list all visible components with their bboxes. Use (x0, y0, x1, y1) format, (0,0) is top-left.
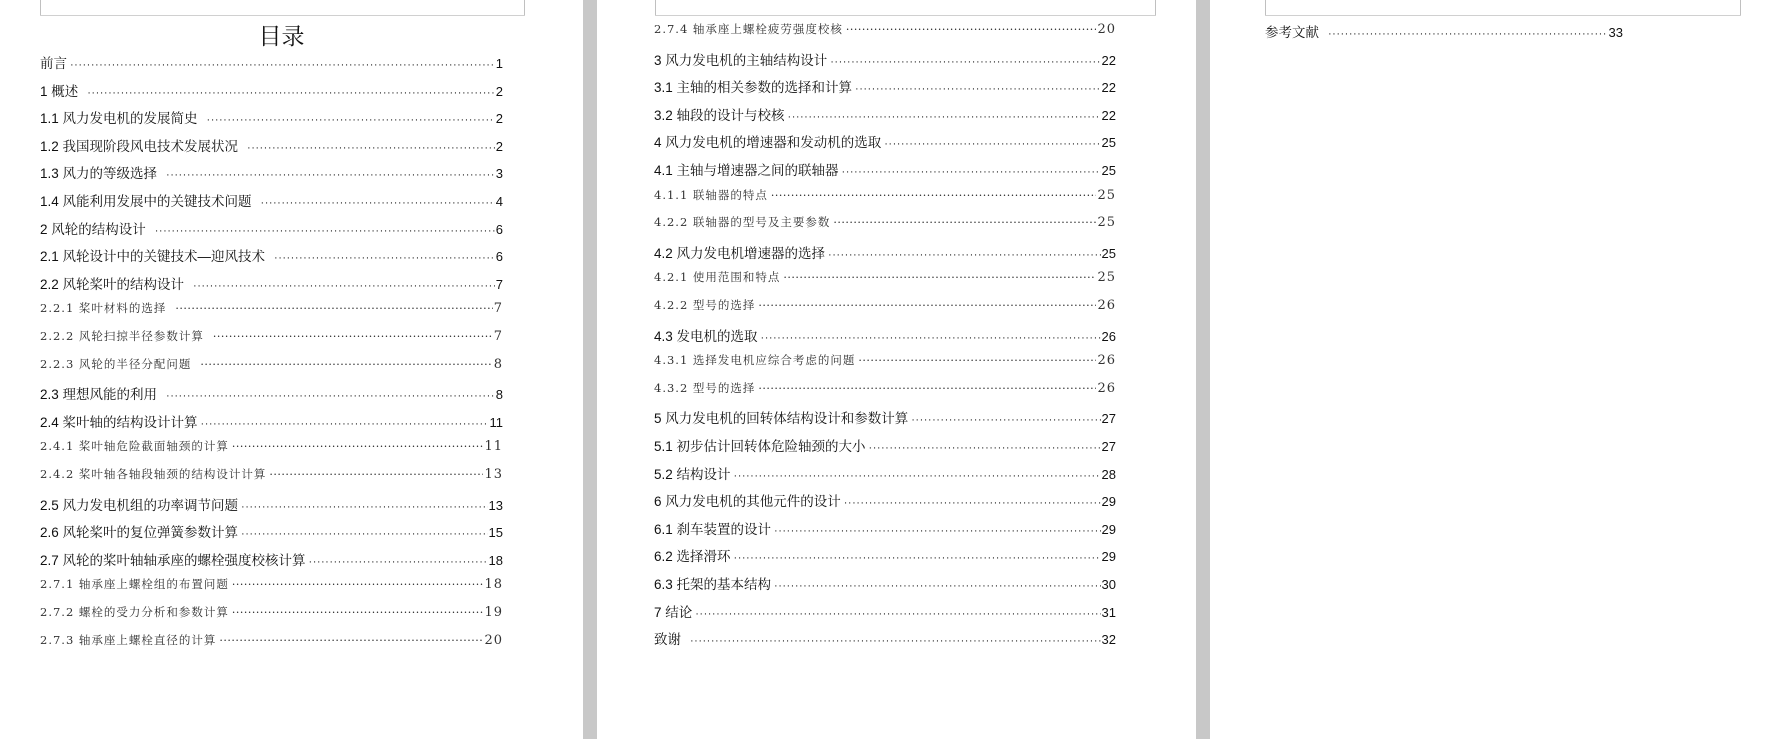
toc-entry[interactable] (40, 190, 503, 212)
toc-entry[interactable] (654, 214, 1116, 236)
toc-leader-dots (783, 271, 1096, 284)
toc-entry-page-number: 11 (489, 414, 503, 430)
toc-leader-dots (232, 578, 484, 591)
toc-entry-label: 2.7.3 轴承座上螺栓直径的计算 (40, 632, 217, 647)
toc-entry-page-number: 33 (1608, 25, 1623, 40)
toc-leader-dots (911, 414, 1100, 426)
toc-entry[interactable] (654, 628, 1116, 650)
toc-entry-page-number: 20 (484, 632, 503, 648)
toc-entry-page-number: 4 (495, 194, 503, 209)
toc-entry[interactable] (1265, 21, 1623, 43)
toc-entry-label: 6.1 刹车装置的设计 (654, 521, 772, 537)
toc-leader-dots (175, 302, 492, 315)
toc-entry-label: 2.2 风轮桨叶的结构设计 (40, 276, 185, 292)
toc-entry-label: 2.5 风力发电机组的功率调节问题 (40, 497, 239, 513)
toc-entry-label: 6.3 托架的基本结构 (654, 577, 772, 592)
toc-entry[interactable] (654, 352, 1116, 374)
toc-entry-label: 4.2.1 使用范围和特点 (654, 270, 781, 285)
toc-leader-dots (213, 330, 493, 343)
toc-leader-dots (232, 606, 484, 619)
toc-leader-dots (758, 299, 1096, 312)
toc-leader-dots (200, 358, 492, 371)
toc-entry[interactable] (40, 135, 503, 157)
toc-entry-label: 2.4.2 桨叶轴各轴段轴颈的结构设计计算 (40, 467, 267, 481)
toc-leader-dots (774, 580, 1101, 592)
toc-entry-label: 5.2 结构设计 (654, 466, 731, 482)
toc-entry-page-number: 15 (488, 525, 503, 541)
toc-entry-label: 7 结论 (654, 604, 693, 620)
toc-entry-label: 5 风力发电机的回转体结构设计和参数计算 (654, 411, 909, 427)
toc-entry-page-number: 29 (1101, 549, 1116, 565)
toc-entry-label: 前言 (40, 56, 67, 71)
toc-entry-page-number: 27 (1101, 439, 1116, 454)
toc-leader-dots (201, 418, 489, 430)
toc-leader-dots (833, 216, 1096, 229)
toc-leader-dots (247, 142, 495, 154)
toc-entry-page-number: 31 (1101, 604, 1116, 620)
toc-entry[interactable] (654, 435, 1116, 457)
document-page-3[interactable] (1210, 0, 1781, 739)
toc-entry-label: 2.1 风轮设计中的关键技术—迎风技术 (40, 249, 266, 265)
toc-entry[interactable] (40, 300, 503, 322)
toc-entry-label: 2.7.2 螺栓的受力分析和参数计算 (40, 605, 229, 619)
toc-entry[interactable] (40, 494, 503, 516)
toc-entry-label: 4.3.2 型号的选择 (654, 380, 756, 395)
toc-entry-label: 6.2 选择滑环 (654, 549, 731, 565)
page-header-area (40, 0, 525, 16)
toc-entry-page-number: 26 (1097, 353, 1116, 369)
toc-leader-dots (261, 197, 495, 209)
toc-entry-label: 1.2 我国现阶段风电技术发展状况 (40, 138, 239, 154)
toc-leader-dots (1328, 28, 1608, 40)
toc-leader-dots (166, 169, 495, 181)
toc-entry[interactable] (654, 407, 1116, 429)
toc-entry-page-number: 13 (484, 467, 503, 482)
toc-entry[interactable] (40, 632, 503, 654)
toc-entry[interactable] (654, 131, 1116, 153)
toc-entry-page-number: 25 (1101, 135, 1116, 151)
toc-leader-dots (771, 189, 1097, 202)
toc-entry-label: 2.2.1 桨叶材料的选择 (40, 301, 167, 316)
toc-entry-page-number: 28 (1101, 466, 1116, 482)
toc-leader-dots (828, 249, 1101, 261)
toc-leader-dots (846, 23, 1097, 36)
toc-entry-label: 2.2.2 风轮扫掠半径参数计算 (40, 329, 204, 343)
toc-leader-dots (884, 138, 1100, 150)
toc-entry[interactable] (40, 218, 503, 240)
toc-entry[interactable] (654, 21, 1116, 43)
toc-entry-page-number: 22 (1101, 80, 1116, 96)
toc-entry-label: 参考文献 (1265, 25, 1319, 40)
toc-entry[interactable] (654, 104, 1116, 126)
toc-entry-page-number: 8 (495, 387, 503, 403)
toc-leader-dots (274, 252, 495, 264)
toc-entry-page-number: 25 (1097, 187, 1116, 203)
toc-leader-dots (869, 442, 1101, 454)
toc-entry-label: 2.2.3 风轮的半径分配问题 (40, 356, 192, 371)
toc-entry-page-number: 29 (1101, 521, 1116, 537)
page-gutter-1 (583, 0, 597, 739)
toc-entry[interactable] (40, 356, 503, 378)
toc-leader-dots (695, 608, 1100, 620)
toc-entry-label: 2.7 风轮的桨叶轴轴承座的螺栓强度校核计算 (40, 552, 306, 568)
toc-entry-page-number: 13 (488, 497, 503, 513)
toc-entry-page-number: 19 (484, 605, 503, 620)
toc-entry-page-number: 26 (1097, 380, 1116, 396)
toc-entry-label: 5.1 初步估计回转体危险轴颈的大小 (654, 439, 866, 454)
toc-entry[interactable] (40, 466, 503, 488)
toc-entry-label: 1 概述 (40, 83, 79, 99)
toc-entry-label: 2.4.1 桨叶轴危险截面轴颈的计算 (40, 439, 229, 454)
toc-entry[interactable] (654, 49, 1116, 71)
toc-leader-dots (70, 59, 495, 71)
toc-entry[interactable] (40, 328, 503, 350)
toc-entry[interactable] (654, 187, 1116, 209)
toc-entry-page-number: 20 (1097, 22, 1116, 37)
toc-entry-label: 3.1 主轴的相关参数的选择和计算 (654, 80, 853, 96)
toc-entry-page-number: 26 (1097, 298, 1116, 313)
toc-leader-dots (858, 354, 1096, 367)
toc-entry-page-number: 25 (1097, 215, 1116, 231)
toc-leader-dots (734, 470, 1101, 482)
toc-leader-dots (855, 83, 1101, 95)
toc-entry[interactable] (40, 245, 503, 267)
toc-entry-label: 4.2.2 联轴器的型号及主要参数 (654, 215, 831, 230)
toc-entry[interactable] (40, 521, 503, 543)
toc-entry-page-number: 7 (493, 329, 503, 344)
toc-entry-page-number: 7 (493, 301, 503, 317)
page-header-area (1265, 0, 1741, 16)
toc-entry-label: 4.3 发电机的选取 (654, 328, 758, 344)
toc-entry[interactable] (654, 380, 1116, 402)
toc-leader-dots (774, 525, 1101, 537)
toc-entry-label: 2.7.4 轴承座上螺栓疲劳强度校核 (654, 22, 843, 36)
toc-leader-dots (219, 634, 483, 647)
toc-entry-page-number: 18 (484, 577, 503, 593)
toc-leader-dots (232, 440, 484, 453)
toc-leader-dots (207, 114, 495, 126)
toc-leader-dots (761, 332, 1101, 344)
toc-leader-dots (87, 87, 495, 99)
toc-entry-label: 1.4 风能利用发展中的关键技术问题 (40, 194, 252, 209)
toc-leader-dots (690, 635, 1101, 647)
toc-entry-page-number: 29 (1101, 494, 1116, 510)
toc-entry-page-number: 22 (1101, 52, 1116, 68)
document-page-2[interactable] (597, 0, 1196, 739)
document-page-1[interactable] (0, 0, 583, 739)
toc-entry[interactable] (654, 545, 1116, 567)
toc-leader-dots (193, 280, 495, 292)
toc-entry[interactable] (654, 325, 1116, 347)
toc-leader-dots (241, 528, 488, 540)
toc-entry-label: 1.3 风力的等级选择 (40, 166, 158, 182)
page-gutter-2 (1196, 0, 1210, 739)
toc-entry[interactable] (40, 383, 503, 405)
toc-entry-label: 6 风力发电机的其他元件的设计 (654, 494, 841, 510)
toc-entry-label: 2.3 理想风能的利用 (40, 387, 158, 403)
toc-entry-page-number: 6 (495, 221, 503, 237)
toc-entry[interactable] (654, 159, 1116, 181)
toc-entry-label: 4.1 主轴与增速器之间的联轴器 (654, 163, 839, 178)
toc-entry[interactable] (654, 76, 1116, 98)
toc-leader-dots (758, 382, 1096, 395)
page-header-area (655, 0, 1156, 16)
toc-entry[interactable] (654, 490, 1116, 512)
toc-entry-label: 4 风力发电机的增速器和发动机的选取 (654, 135, 882, 151)
toc-entry-page-number: 25 (1101, 245, 1116, 261)
toc-entry-page-number: 26 (1101, 328, 1116, 344)
toc-entry-page-number: 22 (1101, 107, 1116, 123)
toc-entry[interactable] (40, 576, 503, 598)
toc-entry[interactable] (40, 162, 503, 184)
toc-entry[interactable] (40, 604, 503, 626)
toc-entry-page-number: 7 (495, 276, 503, 292)
toc-leader-dots (309, 556, 488, 568)
toc-entry-page-number: 3 (495, 166, 503, 182)
toc-entry-label: 2.7.1 轴承座上螺栓组的布置问题 (40, 577, 229, 592)
toc-entry-page-number: 2 (495, 83, 503, 99)
toc-entry-page-number: 18 (488, 552, 503, 568)
toc-entry[interactable] (654, 269, 1116, 291)
toc-entry-page-number: 27 (1101, 411, 1116, 427)
toc-entry-label: 4.3.1 选择发电机应综合考虑的问题 (654, 353, 856, 368)
toc-leader-dots (788, 111, 1101, 123)
toc-entry-label: 4.2 风力发电机增速器的选择 (654, 245, 826, 261)
toc-entry-page-number: 32 (1101, 632, 1116, 648)
toc-entry-page-number: 2 (495, 138, 503, 154)
toc-leader-dots (155, 225, 495, 237)
toc-entry-page-number: 8 (493, 356, 503, 372)
toc-entry[interactable] (40, 273, 503, 295)
toc-entry[interactable] (40, 411, 503, 433)
toc-entry-label: 3 风力发电机的主轴结构设计 (654, 52, 828, 68)
toc-leader-dots (166, 390, 495, 402)
toc-entry[interactable] (40, 107, 503, 129)
toc-entry-label: 2 风轮的结构设计 (40, 221, 146, 237)
toc-entry-page-number: 11 (484, 439, 503, 455)
toc-entry-label: 2.4 桨叶轴的结构设计计算 (40, 414, 198, 430)
toc-entry-label: 4.1.1 联轴器的特点 (654, 187, 768, 202)
toc-entry-page-number: 1 (495, 56, 503, 71)
toc-leader-dots (269, 468, 483, 481)
toc-entry[interactable] (654, 297, 1116, 319)
toc-entry[interactable] (40, 438, 503, 460)
toc-entry-label: 1.1 风力发电机的发展简史 (40, 111, 198, 127)
toc-leader-dots (734, 552, 1101, 564)
toc-entry[interactable] (654, 463, 1116, 485)
toc-entry[interactable] (40, 52, 503, 74)
toc-entry-label: 3.2 轴段的设计与校核 (654, 107, 785, 123)
toc-entry[interactable] (40, 549, 503, 571)
toc-entry[interactable] (654, 518, 1116, 540)
toc-entry[interactable] (40, 80, 503, 102)
toc-leader-dots (241, 501, 488, 513)
toc-entry-page-number: 25 (1097, 270, 1116, 286)
toc-entry[interactable] (654, 601, 1116, 623)
toc-entry-page-number: 25 (1101, 163, 1116, 178)
toc-entry-page-number: 2 (495, 111, 503, 127)
toc-entry-page-number: 30 (1101, 577, 1116, 592)
toc-title: 目录 (258, 24, 305, 50)
toc-leader-dots (844, 497, 1101, 509)
toc-entry-label: 2.6 风轮桨叶的复位弹簧参数计算 (40, 525, 239, 541)
toc-leader-dots (842, 166, 1101, 178)
toc-entry-label: 致谢 (654, 632, 681, 648)
toc-entry[interactable] (654, 573, 1116, 595)
toc-entry-page-number: 6 (495, 249, 503, 265)
toc-entry-label: 4.2.2 型号的选择 (654, 298, 756, 312)
toc-entry[interactable] (654, 242, 1116, 264)
toc-leader-dots (830, 56, 1100, 68)
